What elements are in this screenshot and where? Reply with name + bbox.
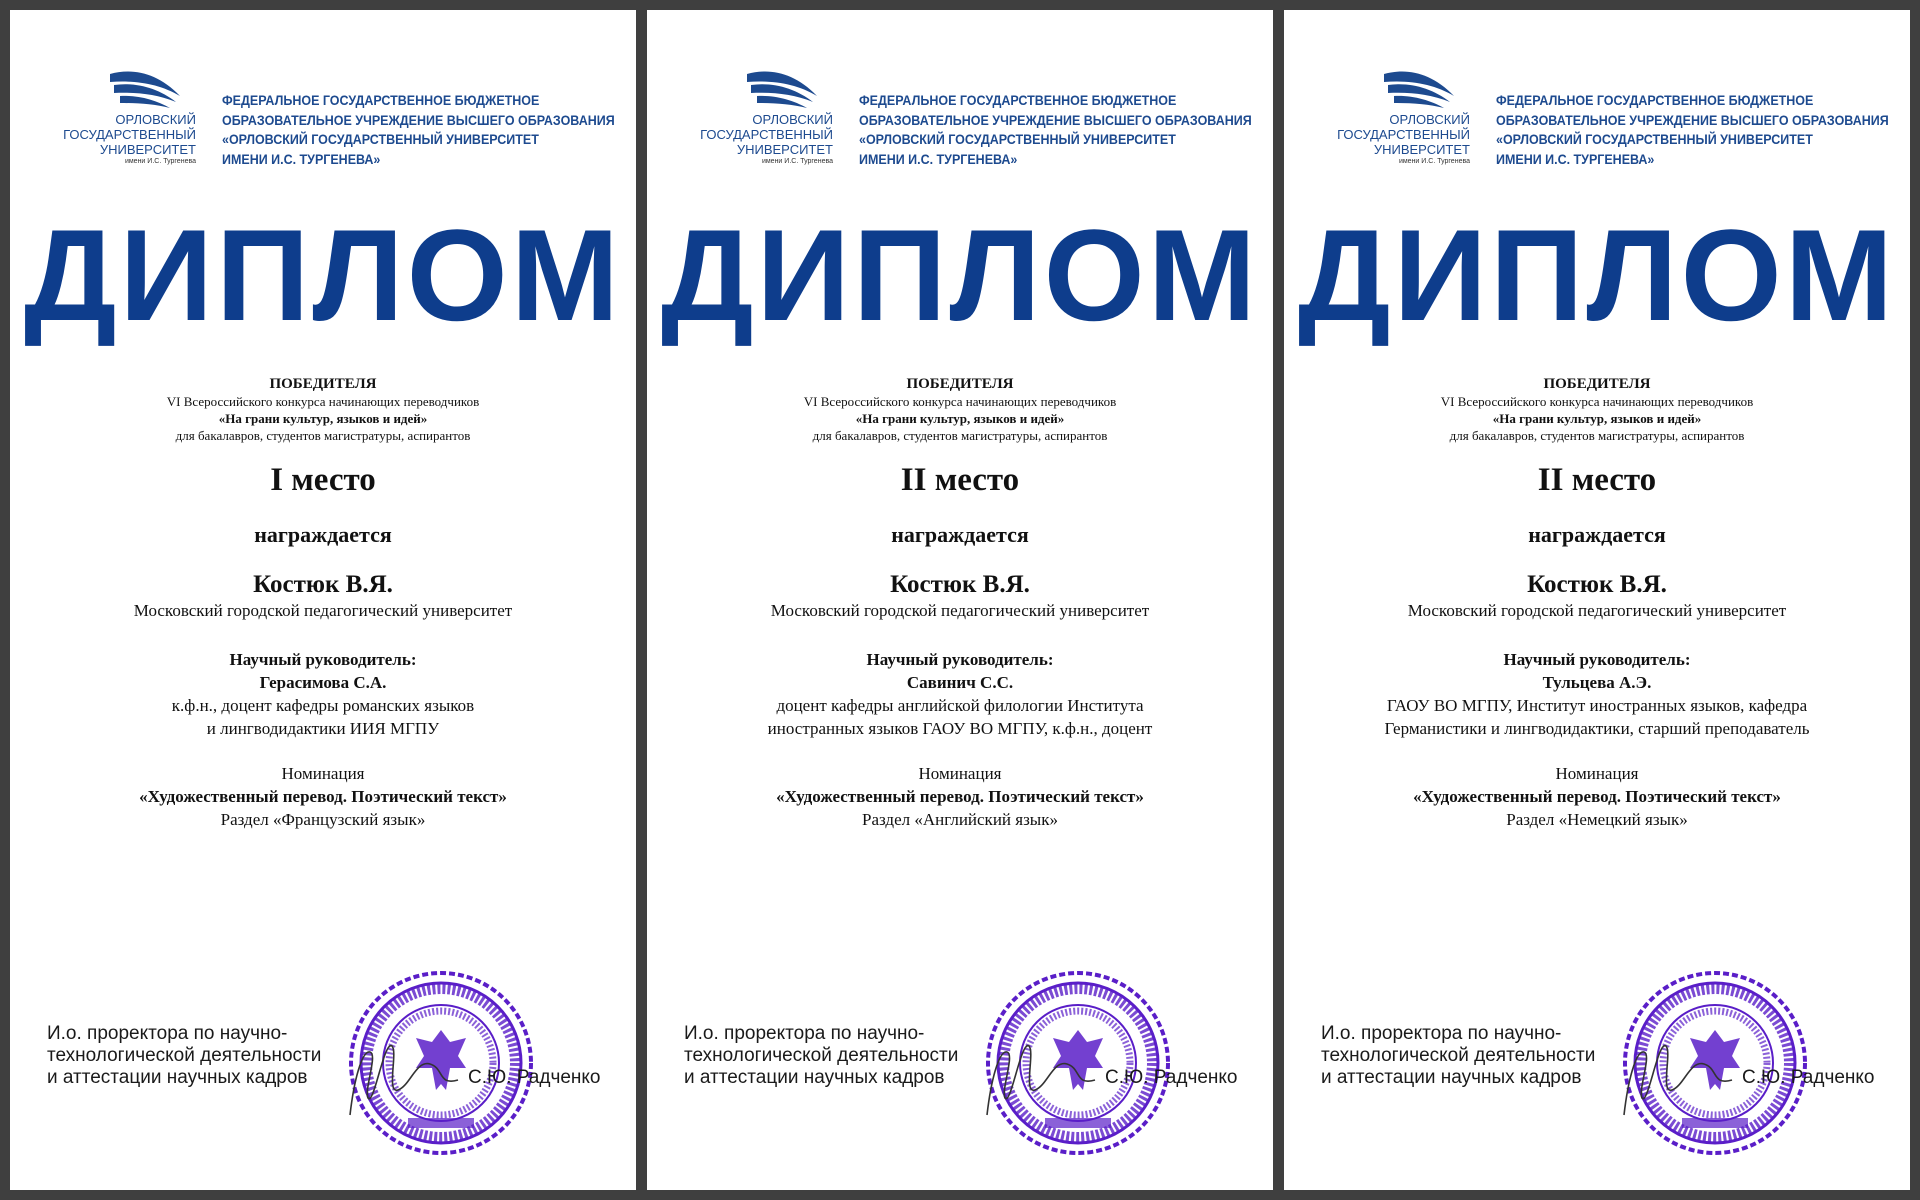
supervisor-description: к.ф.н., доцент кафедры романских языков [171,696,475,715]
signer-role-line: и аттестации научных кадров [1321,1067,1582,1088]
logo-line: ОРЛОВСКИЙ [115,112,196,127]
signer-name: С.Ю. Радченко [1742,1067,1875,1088]
org-line: ФЕДЕРАЛЬНОЕ ГОСУДАРСТВЕННОЕ БЮДЖЕТНОЕ [222,93,540,109]
supervisor-description: и лингводидактики ИИЯ МГПУ [206,719,440,738]
logo-line: УНИВЕРСИТЕТ [1373,142,1470,157]
org-line: ФЕДЕРАЛЬНОЕ ГОСУДАРСТВЕННОЕ БЮДЖЕТНОЕ [1496,93,1814,109]
university-logo [1320,68,1490,178]
signer-role-line: И.о. проректора по научно- [1321,1023,1562,1044]
diploma-title: ДИПЛОМ [1297,202,1897,348]
nomination-label: Номинация [918,764,1002,783]
org-line: ИМЕНИ И.С. ТУРГЕНЕВА» [859,151,1018,168]
signer-role [47,1023,347,1089]
org-line: ОБРАЗОВАТЕЛЬНОЕ УЧРЕЖДЕНИЕ ВЫСШЕГО ОБРАЗОВАНИЯ [222,112,615,129]
nomination-title: «Художественный перевод. Поэтический текст» [139,787,507,806]
org-line: ОБРАЗОВАТЕЛЬНОЕ УЧРЕЖДЕНИЕ ВЫСШЕГО ОБРАЗОВАНИЯ [1496,112,1889,129]
audience-line: для бакалавров, студентов магистратуры, аспирантов [1449,428,1745,443]
diploma-sheet [647,10,1273,1190]
logo-wings-icon [739,68,819,112]
org-line: ФЕДЕРАЛЬНОЕ ГОСУДАРСТВЕННОЕ БЮДЖЕТНОЕ [859,93,1177,109]
contest-name: «На грани культур, языков и идей» [1492,411,1702,426]
signer-role-line: и аттестации научных кадров [684,1067,945,1088]
nomination-title: «Художественный перевод. Поэтический текст» [1413,787,1781,806]
audience-line: для бакалавров, студентов магистратуры, аспирантов [812,428,1108,443]
diploma-body [1284,375,1910,831]
handwritten-signature [1614,1010,1744,1120]
supervisor-label: Научный руководитель: [866,650,1054,669]
logo-line: ОРЛОВСКИЙ [752,112,833,127]
logo-line: ГОСУДАРСТВЕННЫЙ [1337,127,1470,142]
signer-role [1321,1023,1621,1089]
supervisor-label: Научный руководитель: [229,650,417,669]
handwritten-signature [977,1010,1107,1120]
logo-text [46,112,196,167]
diploma-title: ДИПЛОМ [660,202,1260,348]
org-line: «ОРЛОВСКИЙ ГОСУДАРСТВЕННЫЙ УНИВЕРСИТЕТ [859,132,1176,148]
nomination-title: «Художественный перевод. Поэтический текст» [776,787,1144,806]
place-heading: I место [270,462,376,498]
signer-role-line: технологической деятельности [47,1045,322,1066]
place-heading: II место [1537,462,1657,498]
diploma-body [10,375,636,831]
signer-role-line: и аттестации научных кадров [47,1067,308,1088]
place-heading: II место [900,462,1020,498]
organization-name [859,92,1252,170]
university-logo [46,68,216,178]
org-line: ОБРАЗОВАТЕЛЬНОЕ УЧРЕЖДЕНИЕ ВЫСШЕГО ОБРАЗОВАНИЯ [859,112,1252,129]
signer-role-line: технологической деятельности [684,1045,959,1066]
audience-line: для бакалавров, студентов магистратуры, аспирантов [175,428,471,443]
winner-label: ПОБЕДИТЕЛЯ [906,376,1014,392]
awardee-institution: Московский городской педагогический университет [133,601,513,620]
signer-role-line: И.о. проректора по научно- [47,1023,288,1044]
signer-role-line: технологической деятельности [1321,1045,1596,1066]
supervisor-description: доцент кафедры английской филологии Института [776,696,1144,715]
logo-subtitle: имени И.С. Тургенева [761,158,833,165]
org-line: ИМЕНИ И.С. ТУРГЕНЕВА» [1496,151,1655,168]
logo-line: УНИВЕРСИТЕТ [99,142,196,157]
supervisor-name: Тульцева А.Э. [1542,673,1652,692]
contest-line: VI Всероссийского конкурса начинающих переводчиков [1440,394,1754,409]
signer-role-line: И.о. проректора по научно- [684,1023,925,1044]
supervisor-name: Герасимова С.А. [259,673,387,692]
awarded-label: награждается [254,522,392,547]
org-line: «ОРЛОВСКИЙ ГОСУДАРСТВЕННЫЙ УНИВЕРСИТЕТ [222,132,539,148]
awardee-institution: Московский городской педагогический университет [1407,601,1787,620]
diploma-title: ДИПЛОМ [23,202,623,348]
supervisor-name: Савинич С.С. [906,673,1014,692]
awarded-label: награждается [891,522,1029,547]
signer-name: С.Ю. Радченко [468,1067,601,1088]
contest-line: VI Всероссийского конкурса начинающих переводчиков [803,394,1117,409]
winner-label: ПОБЕДИТЕЛЯ [269,376,377,392]
awardee-institution: Московский городской педагогический университет [770,601,1150,620]
signer-name: С.Ю. Радченко [1105,1067,1238,1088]
awardee-name: Костюк В.Я. [1527,571,1667,598]
supervisor-label: Научный руководитель: [1503,650,1691,669]
nomination-label: Номинация [1555,764,1639,783]
logo-text [683,112,833,167]
handwritten-signature [340,1010,470,1120]
nomination-section: Раздел «Немецкий язык» [1506,810,1688,829]
organization-name [222,92,615,170]
supervisor-description: иностранных языков ГАОУ ВО МГПУ, к.ф.н., доцент [767,719,1153,738]
signer-role [684,1023,984,1089]
awardee-name: Костюк В.Я. [890,571,1030,598]
logo-line: ГОСУДАРСТВЕННЫЙ [63,127,196,142]
contest-name: «На грани культур, языков и идей» [855,411,1065,426]
organization-name [1496,92,1889,170]
logo-wings-icon [1376,68,1456,112]
supervisor-description: ГАОУ ВО МГПУ, Институт иностранных языков, кафедра [1386,696,1808,715]
logo-subtitle: имени И.С. Тургенева [1398,158,1470,165]
nomination-section: Раздел «Английский язык» [862,810,1058,829]
contest-line: VI Всероссийского конкурса начинающих переводчиков [166,394,480,409]
logo-line: УНИВЕРСИТЕТ [736,142,833,157]
nomination-label: Номинация [281,764,365,783]
logo-line: ГОСУДАРСТВЕННЫЙ [700,127,833,142]
logo-wings-icon [102,68,182,112]
supervisor-description: Германистики и лингводидактики, старший преподаватель [1384,719,1810,738]
diploma-sheet [10,10,636,1190]
diploma-sheet [1284,10,1910,1190]
org-line: ИМЕНИ И.С. ТУРГЕНЕВА» [222,151,381,168]
nomination-section: Раздел «Французский язык» [220,810,426,829]
org-line: «ОРЛОВСКИЙ ГОСУДАРСТВЕННЫЙ УНИВЕРСИТЕТ [1496,132,1813,148]
university-logo [683,68,853,178]
winner-label: ПОБЕДИТЕЛЯ [1543,376,1651,392]
diploma-body [647,375,1273,831]
logo-subtitle: имени И.С. Тургенева [124,158,196,165]
awardee-name: Костюк В.Я. [253,571,393,598]
contest-name: «На грани культур, языков и идей» [218,411,428,426]
logo-text [1320,112,1470,167]
logo-line: ОРЛОВСКИЙ [1389,112,1470,127]
awarded-label: награждается [1528,522,1666,547]
